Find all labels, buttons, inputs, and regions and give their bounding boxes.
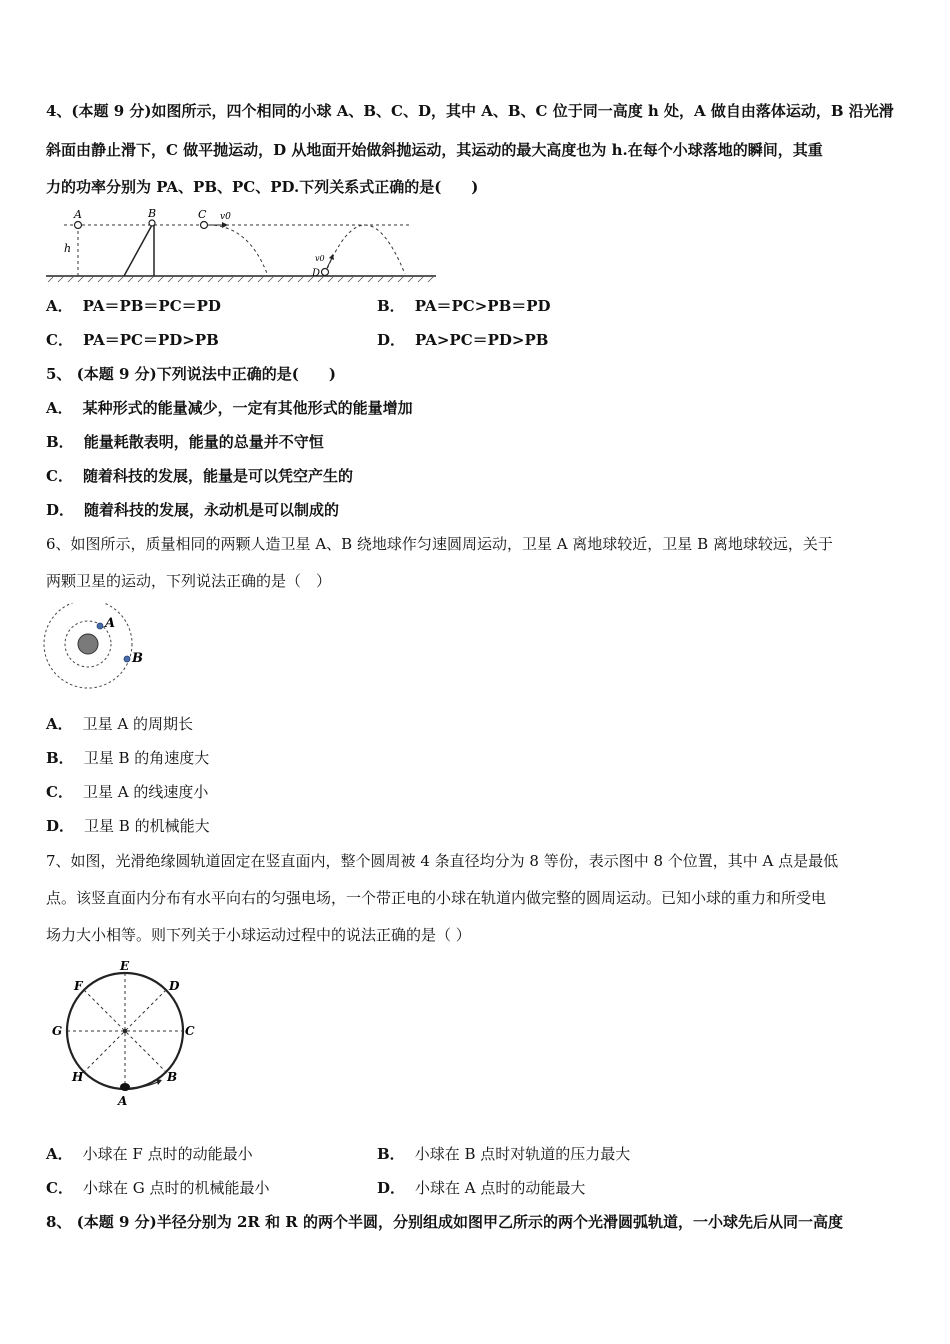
q6-option-a[interactable]: A． 卫星 A 的周期长 <box>46 715 194 733</box>
center-point <box>123 1029 127 1033</box>
label-f: F <box>74 979 83 993</box>
label-a: A <box>105 616 116 631</box>
satellite-a <box>97 623 103 629</box>
q5-option-c[interactable]: C． 随着科技的发展，能量是可以凭空产生的 <box>46 467 353 485</box>
label-g: G <box>52 1024 63 1038</box>
q7-circle-track-figure <box>44 955 204 1110</box>
earth <box>78 634 98 654</box>
q7-option-d[interactable]: D． 小球在 A 点时的动能最大 <box>377 1179 586 1197</box>
label-a: A <box>118 1094 128 1108</box>
q5-option-b[interactable]: B． 能量耗散表明，能量的总量并不守恒 <box>46 433 324 451</box>
satellite-b <box>124 656 130 662</box>
velocity-arrow-d <box>327 258 332 268</box>
q6-option-b[interactable]: B． 卫星 B 的角速度大 <box>46 749 210 767</box>
q5-stem: 5、 (本题 9 分)下列说法中正确的是( ) <box>46 365 336 383</box>
q4-stem-line-3: 力的功率分别为 PA、PB、PC、PD.下列关系式正确的是( ) <box>46 178 479 196</box>
q5-option-d[interactable]: D． 随着科技的发展，永动机是可以制成的 <box>46 501 340 519</box>
q4-option-c[interactable]: C． PA＝PC＝PD>PB <box>46 331 219 349</box>
q7-stem-line-3: 场力大小相等。则下列关于小球运动过程中的说法正确的是（ ） <box>46 926 471 944</box>
q4-option-d[interactable]: D． PA>PC＝PD>PB <box>377 331 549 349</box>
q7-option-b[interactable]: B． 小球在 B 点时对轨道的压力最大 <box>377 1145 631 1163</box>
trajectory-d <box>325 225 405 274</box>
ball-c <box>201 222 208 229</box>
ground-hatching <box>48 276 434 282</box>
label-v0-d: v0 <box>315 254 325 263</box>
q6-option-c[interactable]: C． 卫星 A 的线速度小 <box>46 783 209 801</box>
label-e: E <box>120 959 130 973</box>
label-h: H <box>72 1070 84 1084</box>
ball-a <box>75 222 82 229</box>
label-d: D <box>312 268 321 279</box>
ball <box>120 1083 130 1091</box>
q8-stem-line-1: 8、 (本题 9 分)半径分别为 2R 和 R 的两个半圆，分别组成如图甲乙所示的两个光滑圆弧轨道，一小球先后从同一高度 <box>46 1213 843 1231</box>
q7-option-a[interactable]: A． 小球在 F 点时的动能最小 <box>46 1145 253 1163</box>
ball-d <box>322 269 329 276</box>
label-b: B <box>148 207 157 220</box>
q7-option-c[interactable]: C． 小球在 G 点时的机械能最小 <box>46 1179 270 1197</box>
q6-option-d[interactable]: D． 卫星 B 的机械能大 <box>46 817 210 835</box>
q4-option-a[interactable]: A． PA＝PB＝PC＝PD <box>46 297 221 315</box>
label-h: h <box>64 242 72 255</box>
q6-stem-line-2: 两颗卫星的运动，下列说法正确的是（ ） <box>46 572 332 590</box>
q4-option-b[interactable]: B． PA＝PC>PB＝PD <box>377 297 551 315</box>
q4-stem-line-2: 斜面由静止滑下，C 做平抛运动，D 从地面开始做斜抛运动，其运动的最大高度也为 h.在每个小球落地的瞬间，其重 <box>46 141 823 159</box>
label-d: D <box>169 979 180 993</box>
ball-b <box>149 220 155 226</box>
q7-stem-line-2: 点。该竖直面内分布有水平向右的匀强电场，一个带正电的小球在轨道内做完整的圆周运动。已知小球的重力和所受电 <box>46 889 827 907</box>
label-c: C <box>198 208 207 221</box>
q6-orbit-figure <box>42 603 152 695</box>
incline-surface <box>124 225 152 276</box>
trajectory-c <box>208 225 268 276</box>
label-v0-c: v0 <box>220 212 231 222</box>
q7-stem-line-1: 7、如图，光滑绝缘圆轨道固定在竖直面内，整个圆周被 4 条直径均分为 8 等份，表示图中 8 个位置，其中 A 点是最低 <box>46 852 839 870</box>
q6-stem-line-1: 6、如图所示，质量相同的两颗人造卫星 A、B 绕地球作匀速圆周运动，卫星 A 离地球较近，卫星 B 离地球较远，关于 <box>46 535 833 553</box>
label-c: C <box>185 1024 195 1038</box>
label-b: B <box>167 1070 178 1084</box>
label-a: A <box>74 208 82 221</box>
q4-stem-line-1: 4、(本题 9 分)如图所示，四个相同的小球 A、B、C、D，其中 A、B、C 位于同一高度 h 处，A 做自由落体运动，B 沿光滑 <box>46 102 894 120</box>
q5-option-a[interactable]: A． 某种形式的能量减少，一定有其他形式的能量增加 <box>46 399 413 417</box>
label-b: B <box>132 651 143 666</box>
q4-figure <box>44 206 439 284</box>
